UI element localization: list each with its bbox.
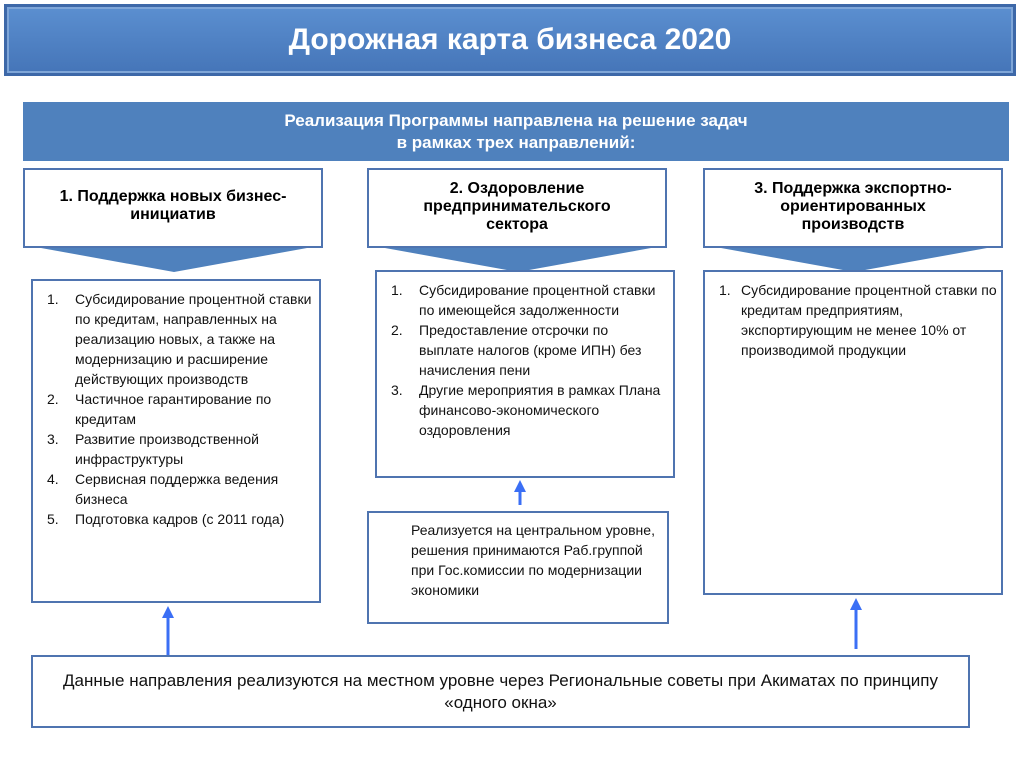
central-level-note-text: Реализуется на центральном уровне, решения принимаются Раб.группой при Гос.комиссии по модернизации экономики <box>411 522 655 598</box>
local-level-note <box>31 655 970 728</box>
title-bar <box>0 0 1024 84</box>
direction-3-heading: 3. Поддержка экспортно-ориентированных производств <box>754 180 952 233</box>
local-level-note-text: Данные направления реализуются на местном уровне через Региональные советы при Акиматах по принципу «одного окна» <box>63 671 938 712</box>
list-item: 2. Частичное гарантирование по кредитам <box>47 391 272 427</box>
arrow-up-to-direction-1 <box>160 606 176 656</box>
direction-1-chevron <box>41 248 307 272</box>
direction-3-heading-box <box>703 168 1003 248</box>
subtitle-banner <box>23 102 1009 161</box>
arrow-up-to-direction-2 <box>512 480 528 506</box>
direction-3-chevron <box>721 248 987 272</box>
direction-2-measures <box>375 270 675 478</box>
list-item: 5. Подготовка кадров (с 2011 года) <box>47 511 285 527</box>
arrow-up-to-direction-3 <box>848 598 864 650</box>
direction-3-measures <box>703 270 1003 595</box>
central-level-note <box>367 511 669 624</box>
direction-1-heading: 1. Поддержка новых бизнес-инициатив <box>59 188 287 223</box>
list-item: 2. Предоставление отсрочки по выплате налогов (кроме ИПН) без начисления пени <box>391 322 642 378</box>
list-item: 3. Другие мероприятия в рамках Плана финансово-экономического оздоровления <box>391 382 661 438</box>
list-item: 3. Развитие производственной инфраструктуры <box>47 431 259 467</box>
direction-2-chevron <box>385 248 651 272</box>
page-title: Дорожная карта бизнеса 2020 <box>4 4 1016 76</box>
direction-2-heading-box <box>367 168 667 248</box>
subtitle-line-2: в рамках трех направлений: <box>396 133 636 152</box>
list-item: 1. Субсидирование процентной ставки по кредитам, направленных на реализацию новых, а также на модернизацию и расширение действующих производств <box>47 291 312 387</box>
subtitle-line-1: Реализация Программы направлена на решение задач <box>284 111 748 130</box>
direction-1-measures <box>31 279 321 603</box>
list-item: 1. Субсидирование процентной ставки по кредитам предприятиям, экспортирующим не менее 10% от производимой продукции <box>719 282 997 358</box>
list-item: 1. Субсидирование процентной ставки по имеющейся задолженности <box>391 282 656 318</box>
direction-2-heading: 2. Оздоровление предпринимательского сектора <box>423 180 611 233</box>
direction-1-heading-box <box>23 168 323 248</box>
list-item: 4. Сервисная поддержка ведения бизнеса <box>47 471 279 507</box>
